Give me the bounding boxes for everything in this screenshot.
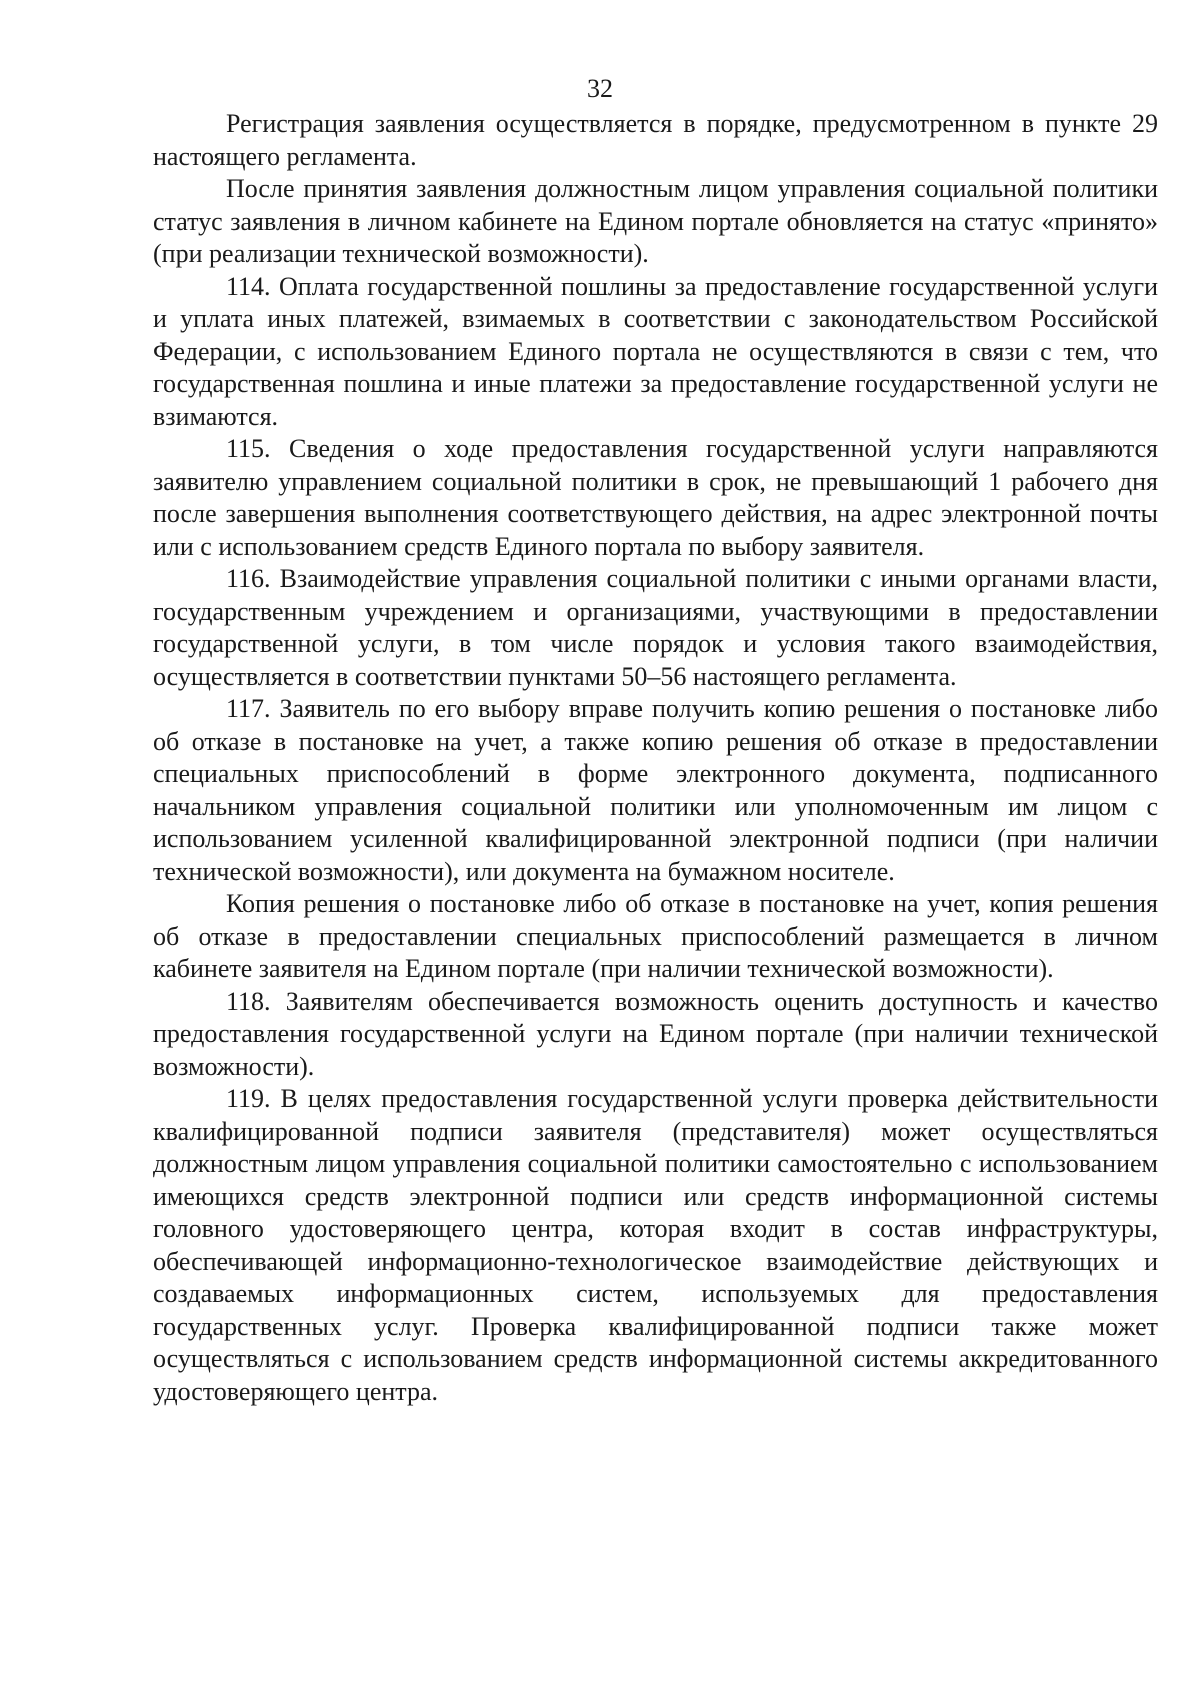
- paragraph-116: 116. Взаимодействие управления социальной политики с иными органами власти, государственным учреждением и организациями, участвующими в предоставлении государственной услуги, в том числе порядок и условия такого взаимодействия, осуществляется в соответствии пунктами 50–56 настоящего регламента.: [153, 564, 1158, 691]
- page-number: 32: [587, 74, 613, 103]
- document-body: [153, 108, 1158, 1408]
- paragraph-115: 115. Сведения о ходе предоставления государственной услуги направляются заявителю управлением социальной политики в срок, не превышающий 1 рабочего дня после завершения выполнения соответствующего действия, на адрес электронной почты или с использованием средств Единого портала по выбору заявителя.: [153, 434, 1158, 561]
- paragraph-copy-decision: Копия решения о постановке либо об отказе в постановке на учет, копия решения об отказе в предоставлении специальных приспособлений размещается в личном кабинете заявителя на Едином портале (при наличии технической возможности).: [153, 889, 1158, 983]
- paragraph-registration: Регистрация заявления осуществляется в порядке, предусмотренном в пункте 29 настоящего регламента.: [153, 109, 1158, 171]
- paragraph-status-update: После принятия заявления должностным лицом управления социальной политики статус заявления в личном кабинете на Едином портале обновляется на статус «принято» (при реализации технической возможности).: [153, 174, 1158, 268]
- paragraph-119: 119. В целях предоставления государственной услуги проверка действительности квалифицированной подписи заявителя (представителя) может осуществляться должностным лицом управления социальной политики самостоятельно с использованием имеющихся средств электронной подписи или средств информационной системы головного удостоверяющего центра, которая входит в состав инфраструктуры, обеспечивающей информационно-технологическое взаимодействие действующих и создаваемых информационных систем, используемых для предоставления государственных услуг. Проверка квалифицированной подписи также может осуществляться с использованием средств информационной системы аккредитованного удостоверяющего центра.: [153, 1084, 1158, 1406]
- paragraph-117: 117. Заявитель по его выбору вправе получить копию решения о постановке либо об отказе в постановке на учет, а также копию решения об отказе в предоставлении специальных приспособлений в форме электронного документа, подписанного начальником управления социальной политики или уполномоченным им лицом с использованием усиленной квалифицированной электронной подписи (при наличии технической возможности), или документа на бумажном носителе.: [153, 694, 1158, 886]
- paragraph-118: 118. Заявителям обеспечивается возможность оценить доступность и качество предоставления государственной услуги на Едином портале (при наличии технической возможности).: [153, 986, 1158, 1081]
- paragraph-114: 114. Оплата государственной пошлины за предоставление государственной услуги и уплата иных платежей, взимаемых в соответствии с законодательством Российской Федерации, с использованием Единого портала не осуществляются в связи с тем, что государственная пошлина и иные платежи за предоставление государственной услуги не взимаются.: [153, 271, 1158, 431]
